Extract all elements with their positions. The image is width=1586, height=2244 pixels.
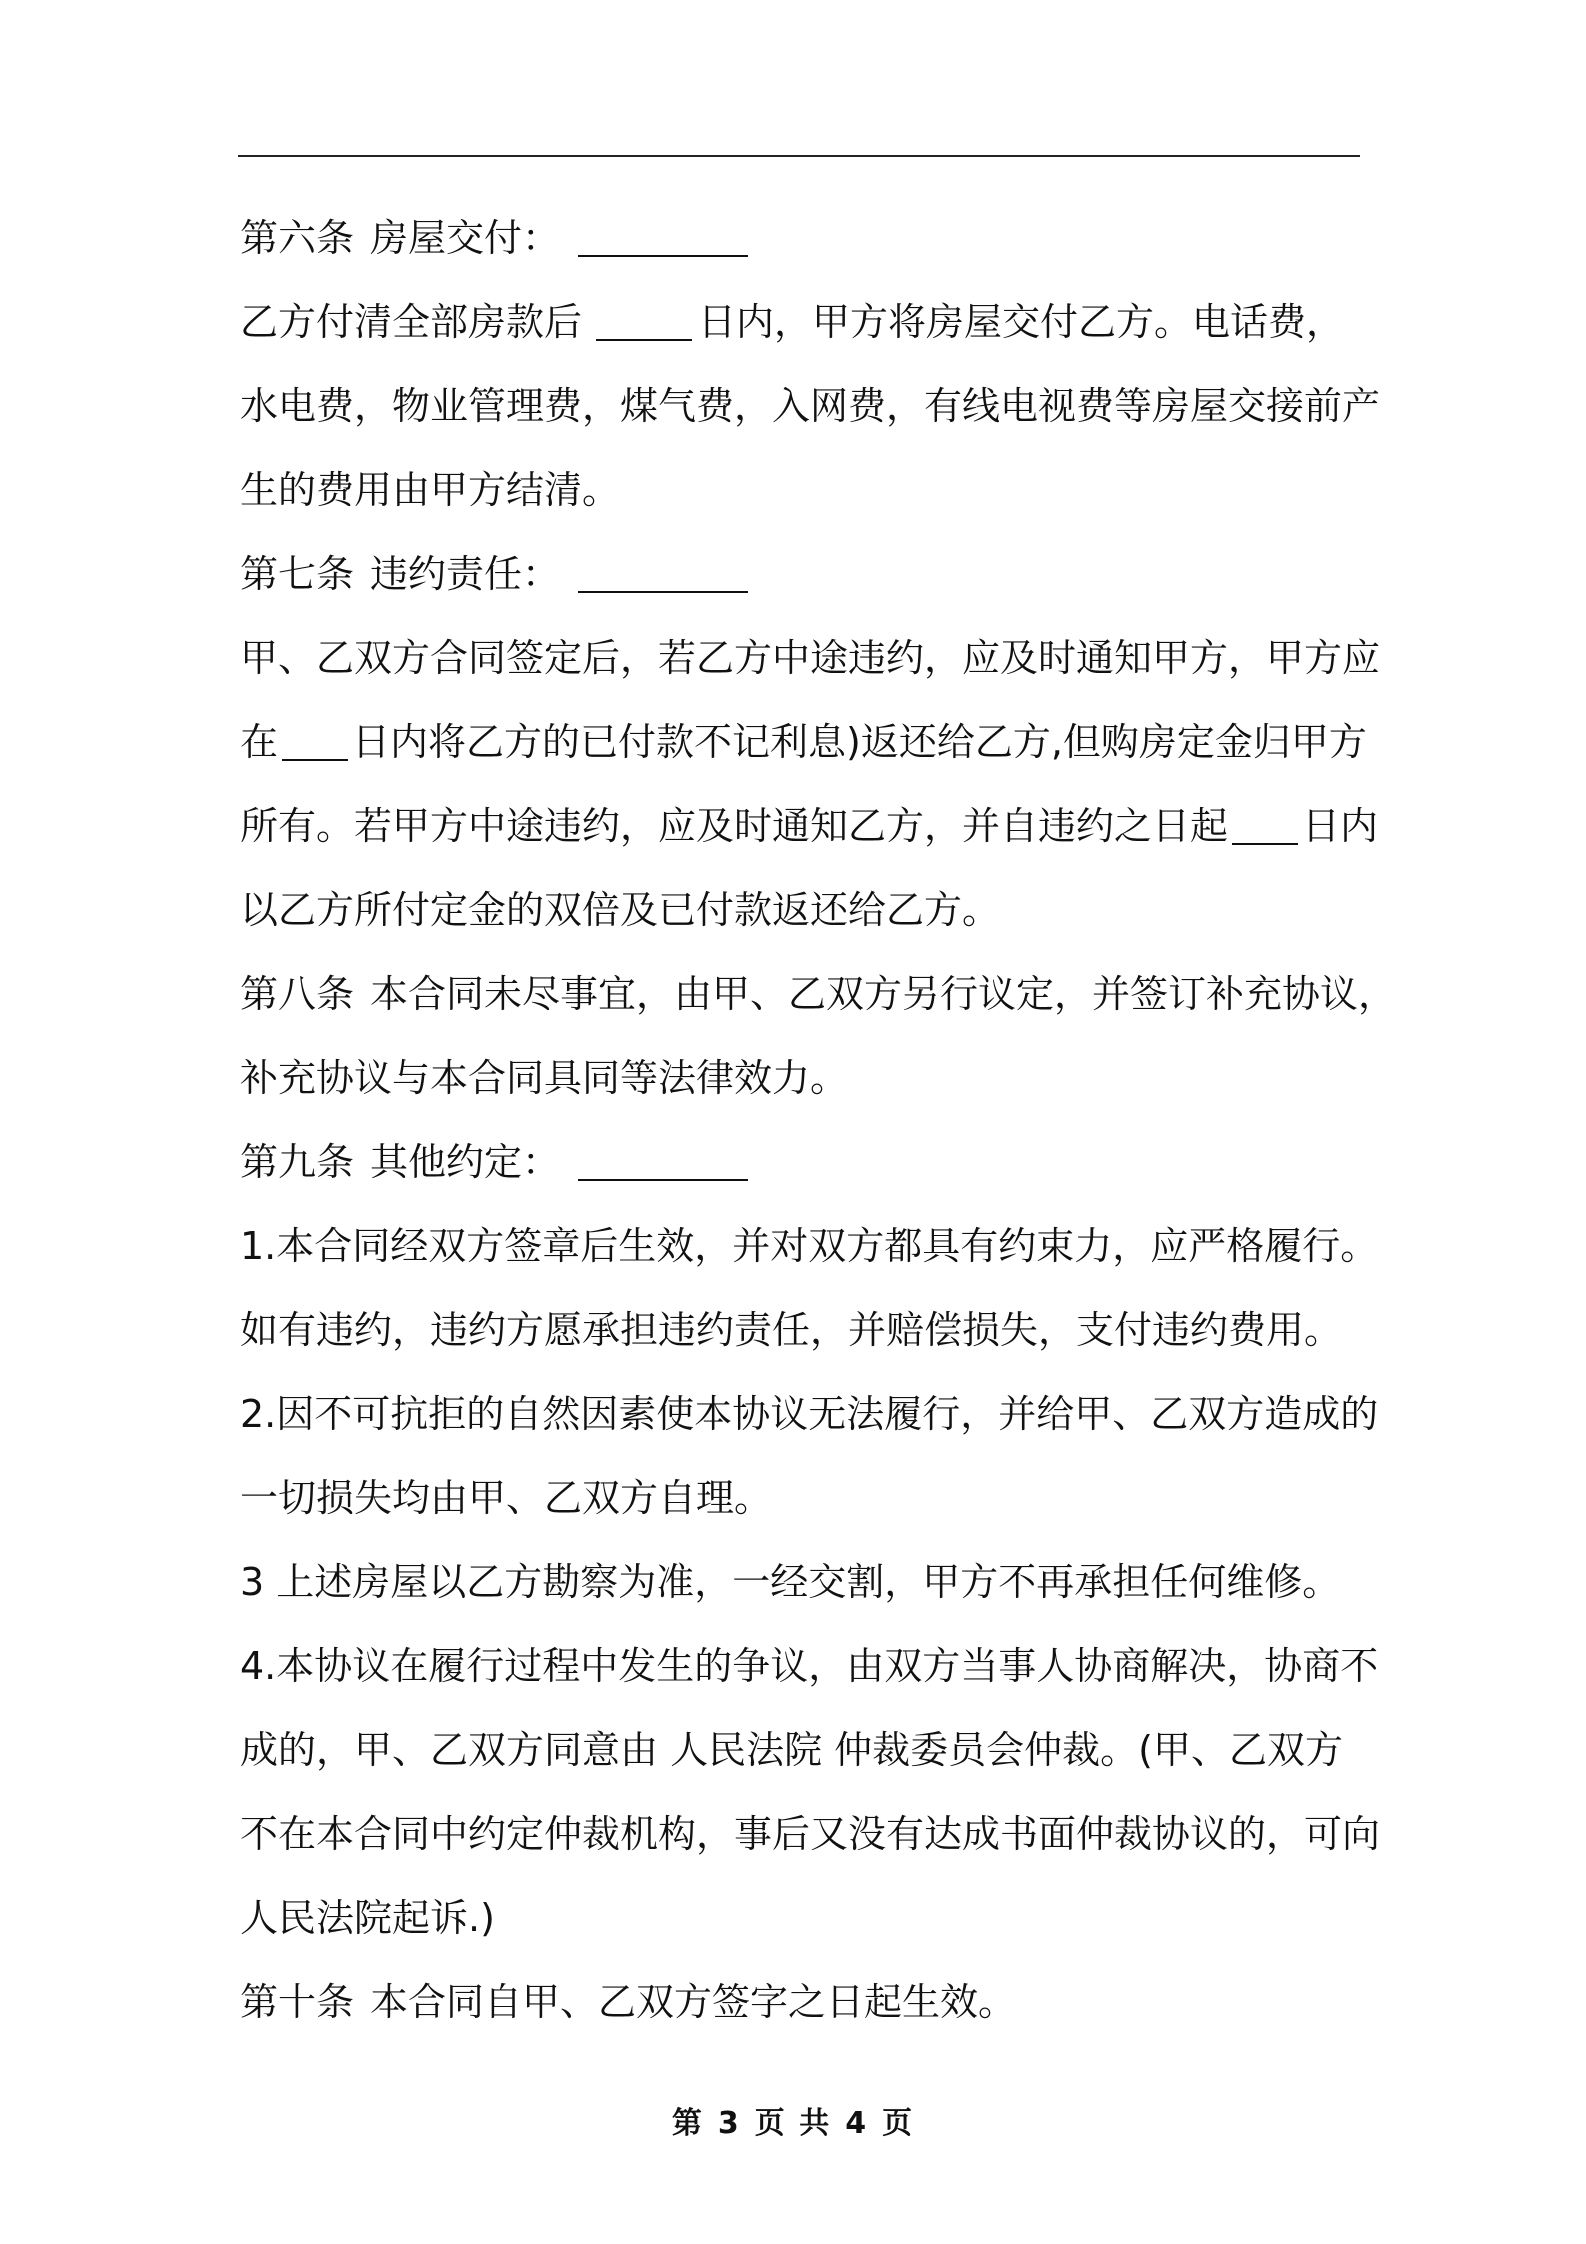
article-7-heading	[240, 532, 1360, 616]
article-7-line-3-pre: 所有。若甲方中途违约，应及时通知乙方，并自违约之日起	[240, 804, 1229, 848]
article-7-line-4: 以乙方所付定金的双倍及已付款返还给乙方。	[240, 888, 1001, 932]
penalty-days-blank	[1232, 805, 1298, 845]
article-9-item-4-line-1: 4.本协议在履行过程中发生的争议，由双方当事人协商解决，协商不	[240, 1644, 1379, 1688]
article-7-title: 第七条	[240, 552, 355, 596]
page-prefix: 第	[671, 2106, 704, 2141]
article-6-title: 第六条	[240, 216, 355, 260]
article-6-line-1	[240, 280, 1360, 364]
article-7-blank	[578, 553, 748, 593]
article-10-title: 第十条	[240, 1980, 355, 2024]
article-7-line-1: 甲、乙双方合同签定后，若乙方中途违约，应及时通知甲方，甲方应	[240, 636, 1381, 680]
article-7-line-3-post: 日内	[1302, 804, 1379, 848]
article-10-line-1	[240, 1960, 1360, 2044]
page-suffix: 页	[882, 2106, 915, 2141]
article-6-line-2: 水电费，物业管理费，煤气费，入网费，有线电视费等房屋交接前产	[240, 384, 1381, 428]
article-9-item-3-line-1: 3 上述房屋以乙方勘察为准，一经交割，甲方不再承担任何维修。	[240, 1560, 1341, 1604]
article-7-label: 违约责任：	[370, 552, 561, 596]
article-9-item-4-line-4: 人民法院起诉.)	[240, 1896, 495, 1940]
page-number-footer	[0, 2098, 1586, 2142]
article-9-item-1-line-1: 1.本合同经双方签章后生效，并对双方都具有约束力，应严格履行。	[240, 1224, 1379, 1268]
article-7-line-3	[240, 784, 1379, 868]
article-9-item-2-line-2: 一切损失均由甲、乙双方自理。	[240, 1476, 773, 1520]
article-7-line-2-post: 日内将乙方的已付款不记利息)返还给乙方,但购房定金归甲方	[352, 720, 1367, 764]
page-total: 4	[845, 2106, 869, 2141]
article-8-text: 本合同未尽事宜，由甲、乙双方另行议定，并签订补充协议，	[370, 972, 1397, 1016]
article-9-label: 其他约定：	[370, 1140, 561, 1184]
article-6-text-pre: 乙方付清全部房款后	[240, 300, 583, 344]
article-6-label: 房屋交付：	[370, 216, 561, 260]
article-6-line-3: 生的费用由甲方结清。	[240, 468, 621, 512]
article-9-heading	[240, 1120, 1360, 1204]
header-rule	[238, 155, 1360, 157]
refund-days-blank	[282, 721, 348, 761]
page-current: 3	[717, 2106, 741, 2141]
page-middle: 页 共	[754, 2106, 832, 2141]
article-6-blank	[578, 217, 748, 257]
article-10-text: 本合同自甲、乙双方签字之日起生效。	[370, 1980, 1017, 2024]
article-8-line-2: 补充协议与本合同具同等法律效力。	[240, 1056, 849, 1100]
article-8-title: 第八条	[240, 972, 355, 1016]
article-9-item-4-line-2: 成的，甲、乙双方同意由 人民法院 仲裁委员会仲裁。(甲、乙双方	[240, 1728, 1343, 1772]
article-9-blank	[578, 1141, 748, 1181]
article-6-heading	[240, 196, 1360, 280]
article-8-line-1	[240, 952, 1397, 1036]
article-7-line-2-pre: 在	[240, 720, 279, 764]
article-9-title: 第九条	[240, 1140, 355, 1184]
article-9-item-2-line-1: 2.因不可抗拒的自然因素使本协议无法履行，并给甲、乙双方造成的	[240, 1392, 1379, 1436]
article-7-line-2	[240, 700, 1367, 784]
article-9-item-4-line-3: 不在本合同中约定仲裁机构，事后又没有达成书面仲裁协议的，可向	[240, 1812, 1381, 1856]
delivery-days-blank	[596, 301, 692, 341]
document-body	[240, 196, 1397, 2044]
article-9-item-1-line-2: 如有违约，违约方愿承担违约责任，并赔偿损失，支付违约费用。	[240, 1308, 1343, 1352]
article-6-text-post: 日内，甲方将房屋交付乙方。电话费，	[698, 300, 1345, 344]
